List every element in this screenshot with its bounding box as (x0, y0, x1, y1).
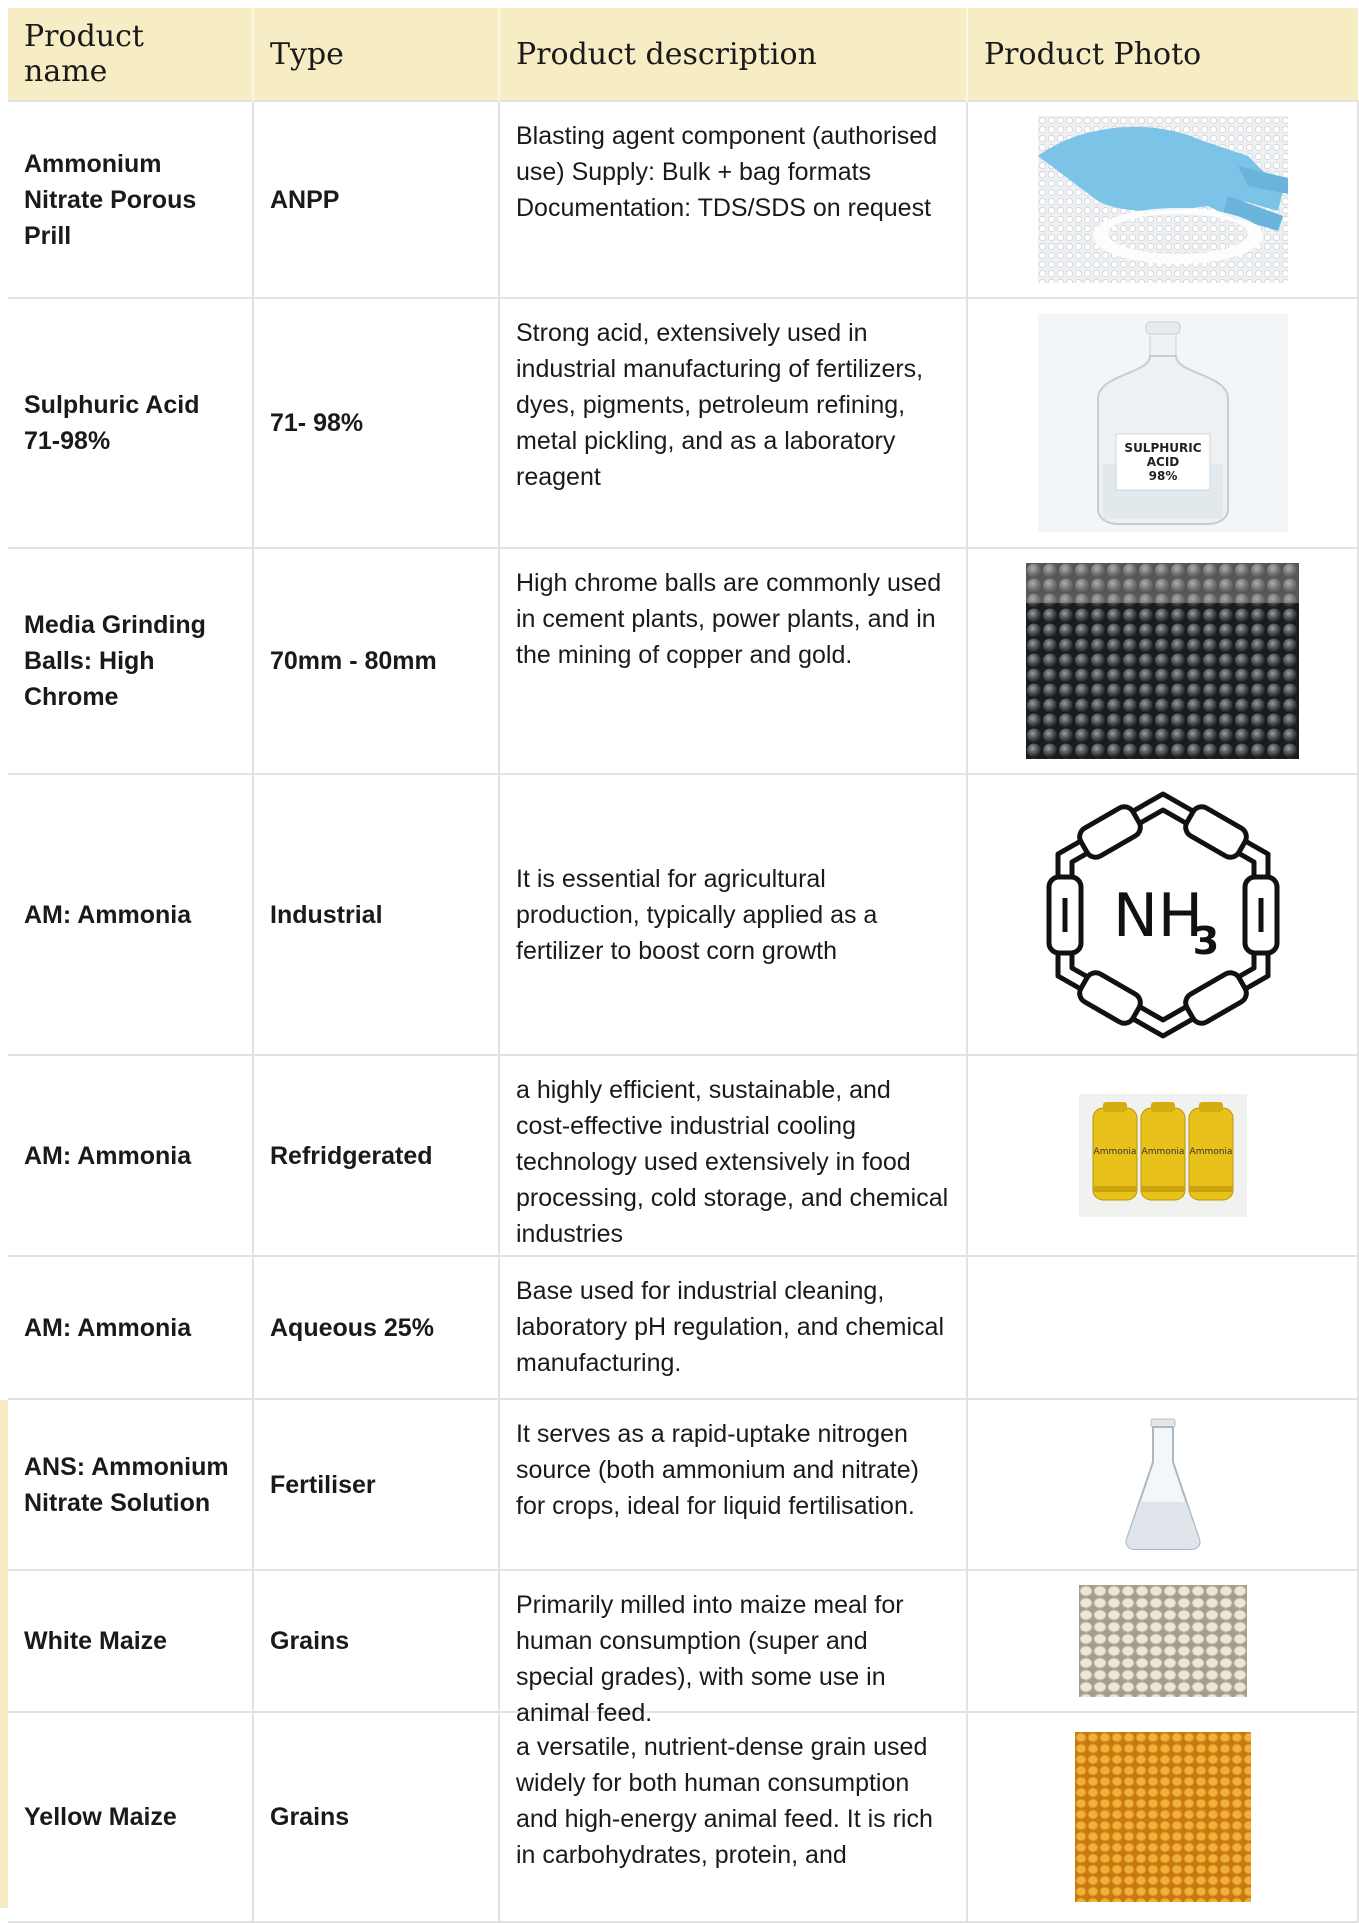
cell-photo (967, 1570, 1358, 1712)
table-row (8, 1055, 1358, 1256)
cell-product-name: Media Grinding Balls: High Chrome (8, 548, 253, 774)
header-description: Product description (499, 8, 967, 101)
cell-photo (967, 1055, 1358, 1256)
erlenmeyer-flask-photo (1123, 1417, 1203, 1552)
cell-description: It is essential for agricultural production, typically applied as a fertilizer to boost corn growth (499, 774, 967, 1055)
header-row (8, 8, 1358, 101)
header-product-name: Product name (8, 8, 253, 101)
cell-type: Grains (253, 1712, 499, 1922)
cell-type: Aqueous 25% (253, 1256, 499, 1399)
cell-photo (967, 298, 1358, 548)
cell-type: Refridgerated (253, 1055, 499, 1256)
cell-type: Fertiliser (253, 1399, 499, 1570)
grinding-balls-photo (1026, 563, 1299, 759)
table-row (8, 298, 1358, 548)
cell-description (499, 1570, 967, 1727)
table-row (8, 1570, 1358, 1712)
cell-product-name: ANS: Ammonium Nitrate Solution (8, 1399, 253, 1570)
svg-text:98%: 98% (1148, 469, 1177, 483)
table-row (8, 1399, 1358, 1570)
gloved-hand-white-prills-photo (1038, 116, 1288, 283)
cell-product-name: AM: Ammonia (8, 1055, 253, 1256)
table-row (8, 1712, 1358, 1922)
cell-product-name: AM: Ammonia (8, 774, 253, 1055)
cell-photo (967, 548, 1358, 774)
cell-photo (967, 774, 1358, 1055)
table-body (8, 101, 1358, 1922)
cell-description: High chrome balls are commonly used in cement plants, power plants, and in the mining of copper and gold. (499, 548, 967, 774)
cell-product-name: Sulphuric Acid 71-98% (8, 298, 253, 548)
table-row (8, 774, 1358, 1055)
svg-text:SULPHURIC: SULPHURIC (1123, 441, 1202, 455)
svg-text:ACID: ACID (1146, 455, 1179, 469)
cell-product-name: White Maize (8, 1570, 253, 1712)
header-type: Type (253, 8, 499, 101)
cell-photo (967, 1399, 1358, 1570)
cell-product-name: AM: Ammonia (8, 1256, 253, 1399)
svg-text:Ammonia: Ammonia (1141, 1147, 1184, 1157)
svg-text:3: 3 (1192, 918, 1219, 963)
cell-description: Base used for industrial cleaning, laboratory pH regulation, and chemical manufacturing. (499, 1256, 967, 1399)
cell-type: Industrial (253, 774, 499, 1055)
cell-type: ANPP (253, 101, 499, 298)
cell-description: It serves as a rapid-uptake nitrogen source (both ammonium and nitrate) for crops, ideal for liquid fertilisation. (499, 1399, 967, 1570)
cell-photo (967, 1712, 1358, 1922)
cell-type: 70mm - 80mm (253, 548, 499, 774)
ammonia-cylinders-photo (1079, 1094, 1247, 1217)
white-maize-photo (1079, 1585, 1247, 1697)
table-row (8, 1256, 1358, 1399)
svg-text:Ammonia: Ammonia (1093, 1147, 1136, 1157)
cell-type: 71- 98% (253, 298, 499, 548)
svg-text:Ammonia: Ammonia (1189, 1147, 1232, 1157)
cell-photo-empty (967, 1256, 1358, 1399)
yellow-maize-photo (1075, 1732, 1251, 1902)
table-row (8, 101, 1358, 298)
left-accent-bar (0, 1400, 8, 1908)
description-text: Primarily milled into maize meal for human consumption (super and special grades), with some use in animal feed. (516, 1591, 904, 1727)
nh3-molecule-icon (1046, 788, 1280, 1042)
cell-description: a highly efficient, sustainable, and cost-effective industrial cooling technology used extensively in food processing, cold storage, and chemical industries (499, 1055, 967, 1256)
cell-photo (967, 101, 1358, 298)
cell-description: Blasting agent component (authorised use) Supply: Bulk + bag formats Documentation: TDS/SDS on request (499, 101, 967, 298)
svg-text:NH: NH (1112, 880, 1203, 951)
acid-bottle-photo (1038, 314, 1288, 532)
cell-description (499, 1712, 967, 1922)
product-table-container (8, 8, 1358, 1908)
product-table (8, 8, 1359, 1923)
cell-description: Strong acid, extensively used in industrial manufacturing of fertilizers, dyes, pigments, petroleum refining, metal pickling, and as a laboratory reagent (499, 298, 967, 548)
cell-type: Grains (253, 1570, 499, 1712)
table-row (8, 548, 1358, 774)
cell-product-name: Yellow Maize (8, 1712, 253, 1922)
header-photo: Product Photo (967, 8, 1358, 101)
table-header (8, 8, 1358, 101)
cell-product-name: Ammonium Nitrate Porous Prill (8, 101, 253, 298)
description-text: a versatile, nutrient-dense grain used widely for both human consumption and high-energy animal feed. It is rich in carbohydrates, protein, and (516, 1733, 933, 1869)
